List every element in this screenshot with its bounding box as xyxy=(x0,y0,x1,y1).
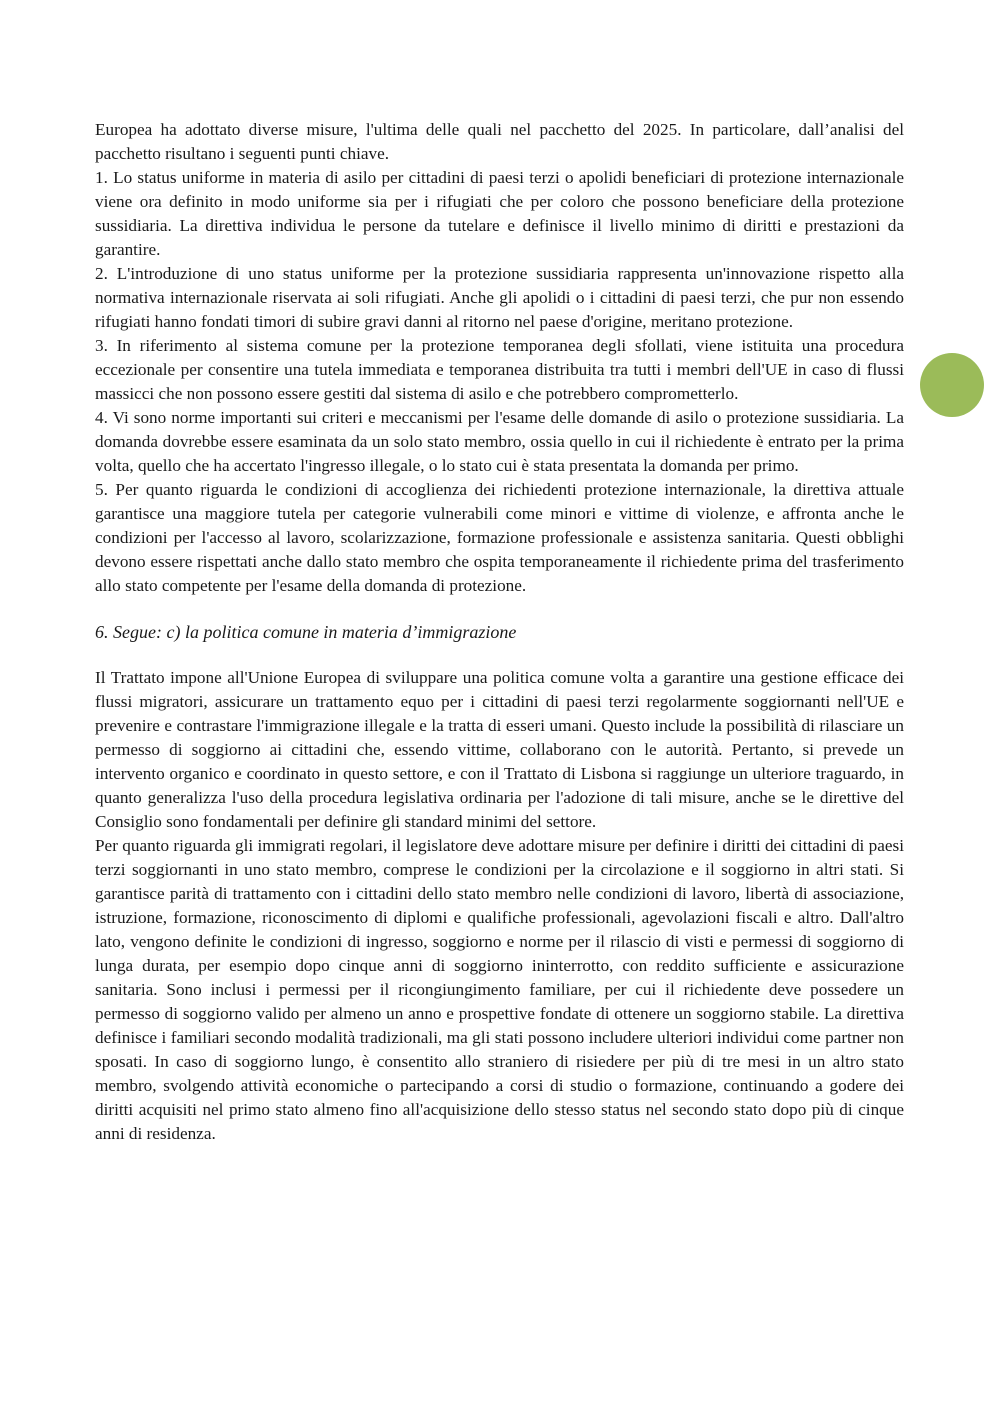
decorative-green-circle xyxy=(920,353,984,417)
section-heading: 6. Segue: c) la politica comune in materia d’immigrazione xyxy=(95,622,517,642)
paragraph-intro: Europea ha adottato diverse misure, l'ultima delle quali nel pacchetto del 2025. In particolare, dall’analisi del pacchetto risultano i seguenti punti chiave. xyxy=(95,120,904,163)
paragraph-treaty: Il Trattato impone all'Unione Europea di sviluppare una politica comune volta a garantire una gestione efficace dei flussi migratori, assicurare un trattamento equo per i cittadini di paesi terzi regolarmente soggiornanti nell'UE e prevenire e contrastare l'immigrazione illegale e la tratta di esseri umani. Questo include la possibilità di rilasciare un permesso di soggiorno ai cittadini che, essendo vittime, collaborano con le autorità. Pertanto, si prevede un intervento organico e coordinato in questo settore, e con il Trattato di Lisbona si raggiunge un ulteriore traguardo, in quanto generalizza l'uso della procedura legislativa ordinaria per l'adozione di tali misure, anche se le direttive del Consiglio sono fondamentali per definire gli standard minimi del settore. xyxy=(95,668,904,831)
paragraph-point-2: 2. L'introduzione di uno status uniforme per la protezione sussidiaria rappresenta un'innovazione rispetto alla normativa internazionale riservata ai soli rifugiati. Anche gli apolidi o i cittadini di paesi terzi, che pur non essendo rifugiati hanno fondati timori di subire gravi danni al ritorno nel paese d'origine, meritano protezione. xyxy=(95,264,904,331)
paragraph-point-4: 4. Vi sono norme importanti sui criteri e meccanismi per l'esame delle domande di asilo o protezione sussidiaria. La domanda dovrebbe essere esaminata da un solo stato membro, ossia quello in cui il richiedente è entrato per la prima volta, quello che ha accertato l'ingresso illegale, o lo stato cui è stata presentata la domanda per primo. xyxy=(95,408,904,475)
paragraph-point-3: 3. In riferimento al sistema comune per la protezione temporanea degli sfollati, viene istituita una procedura eccezionale per consentire una tutela immediata e temporanea distribuita tra tutti i membri dell'UE in caso di flussi massicci che non possono essere gestiti dal sistema di asilo e che potrebbero comprometterlo. xyxy=(95,336,904,403)
paragraph-regular-immigrants: Per quanto riguarda gli immigrati regolari, il legislatore deve adottare misure per definire i diritti dei cittadini di paesi terzi soggiornanti in uno stato membro, comprese le condizioni per la circolazione e il soggiorno in altri stati. Si garantisce parità di trattamento con i cittadini dello stato membro nelle condizioni di lavoro, libertà di associazione, istruzione, formazione, riconoscimento di diplomi e qualifiche professionali, agevolazioni fiscali e altro. Dall'altro lato, vengono definite le condizioni di ingresso, soggiorno e norme per il rilascio di visti e permessi di soggiorno di lunga durata, per esempio dopo cinque anni di soggiorno ininterrotto, con reddito sufficiente e assicurazione sanitaria. Sono inclusi i permessi per il ricongiungimento familiare, per cui il richiedente deve possedere un permesso di soggiorno valido per almeno un anno e prospettive fondate di ottenere un soggiorno stabile. La direttiva definisce i familiari secondo modalità tradizionali, ma gli stati possono includere ulteriori individui come partner non sposati. In caso di soggiorno lungo, è consentito allo straniero di risiedere per più di tre mesi in un altro stato membro, svolgendo attività economiche o partecipando a corsi di studio o formazione, continuando a godere dei diritti acquisiti nel primo stato almeno fino all'acquisizione dello stesso status nel secondo stato dopo più di cinque anni di residenza. xyxy=(95,836,904,1143)
page-body xyxy=(95,118,904,1146)
paragraph-point-5: 5. Per quanto riguarda le condizioni di accoglienza dei richiedenti protezione internazionale, la direttiva attuale garantisce una maggiore tutela per categorie vulnerabili come minori e vittime di violenze, e affronta anche le condizioni per l'accesso al lavoro, scolarizzazione, formazione professionale e assistenza sanitaria. Questi obblighi devono essere rispettati anche dallo stato membro che ospita temporaneamente il richiedente prima del trasferimento allo stato competente per l'esame della domanda di protezione. xyxy=(95,480,904,595)
paragraph-point-1: 1. Lo status uniforme in materia di asilo per cittadini di paesi terzi o apolidi beneficiari di protezione internazionale viene ora definito in modo uniforme sia per i rifugiati che per coloro che possono beneficiare della protezione sussidiaria. La direttiva individua le persone da tutelare e definisce il livello minimo di diritti e prestazioni da garantire. xyxy=(95,168,904,259)
